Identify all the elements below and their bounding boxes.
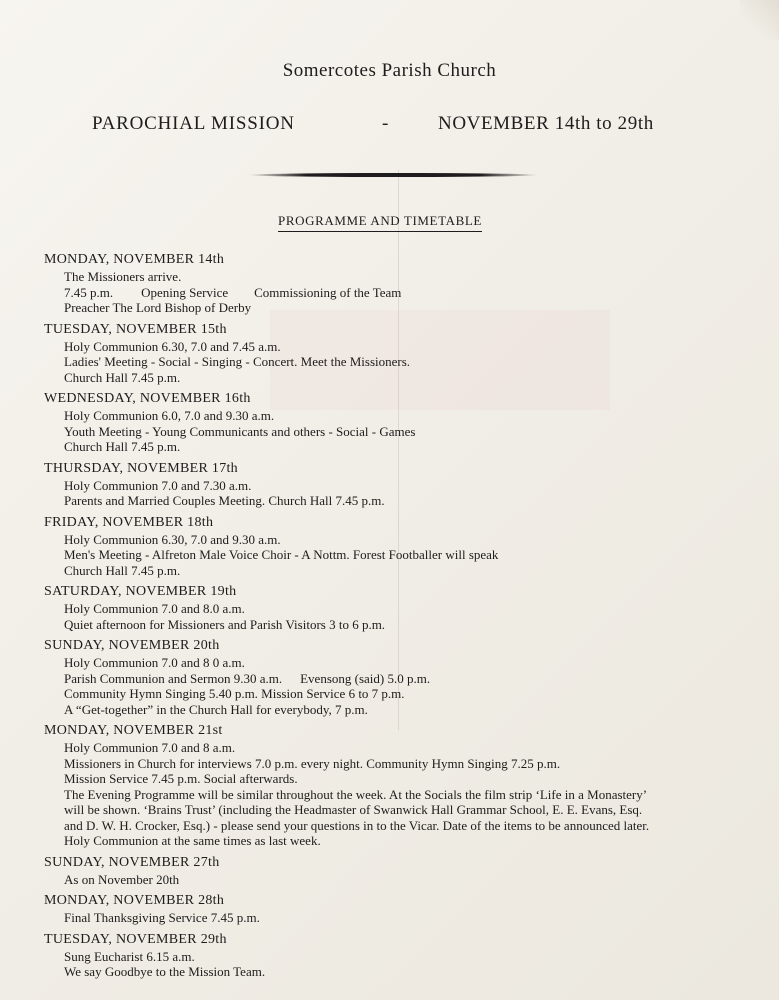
schedule-line: We say Goodbye to the Mission Team. <box>64 964 266 979</box>
schedule-line: Holy Communion 6.30, 7.0 and 9.30 a.m. <box>64 531 281 547</box>
schedule-line: Men's Meeting - Alfreton Male Voice Choir - A Nottm. Forest Footballer will speak <box>64 547 499 562</box>
schedule-line: Ladies' Meeting - Social - Singing - Concert. Meet the Missioners. <box>64 354 411 369</box>
day-heading: TUESDAY, NOVEMBER 15th <box>44 321 227 337</box>
schedule-line: Quiet afternoon for Missioners and Parish Visitors 3 to 6 p.m. <box>64 616 386 632</box>
schedule-line: Holy Communion 7.0 and 7.30 a.m. <box>64 477 252 493</box>
day-monday-28 <box>44 892 764 926</box>
schedule-line: Holy Communion 7.0 and 8.0 a.m. <box>64 601 245 616</box>
day-tuesday-29 <box>44 931 764 980</box>
day-tuesday-15 <box>44 321 764 386</box>
day-heading: SATURDAY, NOVEMBER 19th <box>44 584 237 599</box>
schedule-line: Youth Meeting - Young Communicants and others - Social - Games <box>64 423 416 439</box>
schedule-line: As on November 20th <box>64 871 180 887</box>
day-heading: MONDAY, NOVEMBER 28th <box>44 893 225 908</box>
day-heading: FRIDAY, NOVEMBER 18th <box>44 514 214 530</box>
day-monday-14 <box>44 251 764 316</box>
schedule-line: The Missioners arrive. <box>64 269 182 284</box>
schedule-line: will be shown. ‘Brains Trust’ (including the Headmaster of Swanwick Hall Grammar School, E. E. Evans, Esq. <box>64 802 643 817</box>
day-heading: MONDAY, NOVEMBER 14th <box>44 252 225 267</box>
day-heading: WEDNESDAY, NOVEMBER 16th <box>44 391 251 406</box>
schedule-line: Preacher The Lord Bishop of Derby <box>64 300 252 315</box>
schedule-line <box>44 671 764 687</box>
schedule-line <box>44 285 764 301</box>
day-thursday-17 <box>44 460 764 509</box>
schedule-line: Community Hymn Singing 5.40 p.m. Mission Service 6 to 7 p.m. <box>64 686 405 701</box>
day-heading: SUNDAY, NOVEMBER 27th <box>44 854 220 870</box>
decorative-rule <box>248 173 538 177</box>
schedule-line: Final Thanksgiving Service 7.45 p.m. <box>64 910 260 925</box>
church-title: Somercotes Parish Church <box>282 60 497 81</box>
schedule-line: Holy Communion 6.30, 7.0 and 7.45 a.m. <box>64 338 281 354</box>
schedule-line: Church Hall 7.45 p.m. <box>64 562 181 578</box>
event-name: Opening Service <box>141 284 229 300</box>
day-heading: THURSDAY, NOVEMBER 17th <box>44 460 238 476</box>
mission-title: PAROCHIAL MISSION <box>92 113 295 134</box>
schedule-line: Holy Communion 7.0 and 8 a.m. <box>64 740 236 755</box>
schedule-line: Holy Communion 6.0, 7.0 and 9.30 a.m. <box>64 408 275 423</box>
day-sunday-27 <box>44 854 764 888</box>
title-separator: - <box>382 113 389 134</box>
schedule-line: Holy Communion 7.0 and 8 0 a.m. <box>64 655 245 670</box>
schedule-line: and D. W. H. Crocker, Esq.) - please send your questions in to the Vicar. Date of the items to be announced later. <box>64 817 650 833</box>
event-extra: Commissioning of the Team <box>254 284 402 300</box>
day-wednesday-16 <box>44 390 764 455</box>
day-sunday-20 <box>44 637 764 717</box>
schedule <box>44 246 764 980</box>
day-heading: TUESDAY, NOVEMBER 29th <box>44 931 227 947</box>
schedule-line: A “Get-together” in the Church Hall for everybody, 7 p.m. <box>64 701 368 717</box>
programme-heading: PROGRAMME AND TIMETABLE <box>278 213 482 232</box>
schedule-line: The Evening Programme will be similar throughout the week. At the Socials the film strip ‘Life in a Monastery’ <box>64 786 648 802</box>
day-heading: MONDAY, NOVEMBER 21st <box>44 723 223 738</box>
schedule-line: Missioners in Church for interviews 7.0 p.m. every night. Community Hymn Singing 7.25 p.m. <box>64 755 561 771</box>
day-heading: SUNDAY, NOVEMBER 20th <box>44 638 220 653</box>
schedule-line: Mission Service 7.45 p.m. Social afterwards. <box>64 771 298 786</box>
day-monday-21 <box>44 722 764 849</box>
schedule-line: Holy Communion at the same times as last week. <box>64 833 321 848</box>
schedule-line: Church Hall 7.45 p.m. <box>64 439 181 454</box>
schedule-line: Church Hall 7.45 p.m. <box>64 369 181 385</box>
schedule-line: Sung Eucharist 6.15 a.m. <box>64 948 195 964</box>
mission-dates: NOVEMBER 14th to 29th <box>438 113 654 134</box>
event-time: 7.45 p.m. <box>64 284 114 300</box>
corner-fold <box>740 0 779 40</box>
day-saturday-19 <box>44 583 764 632</box>
event-name: Parish Communion and Sermon 9.30 a.m. <box>64 670 283 686</box>
schedule-line: Parents and Married Couples Meeting. Church Hall 7.45 p.m. <box>64 493 385 508</box>
day-friday-18 <box>44 514 764 579</box>
event-name: Evensong (said) 5.0 p.m. <box>300 670 431 686</box>
